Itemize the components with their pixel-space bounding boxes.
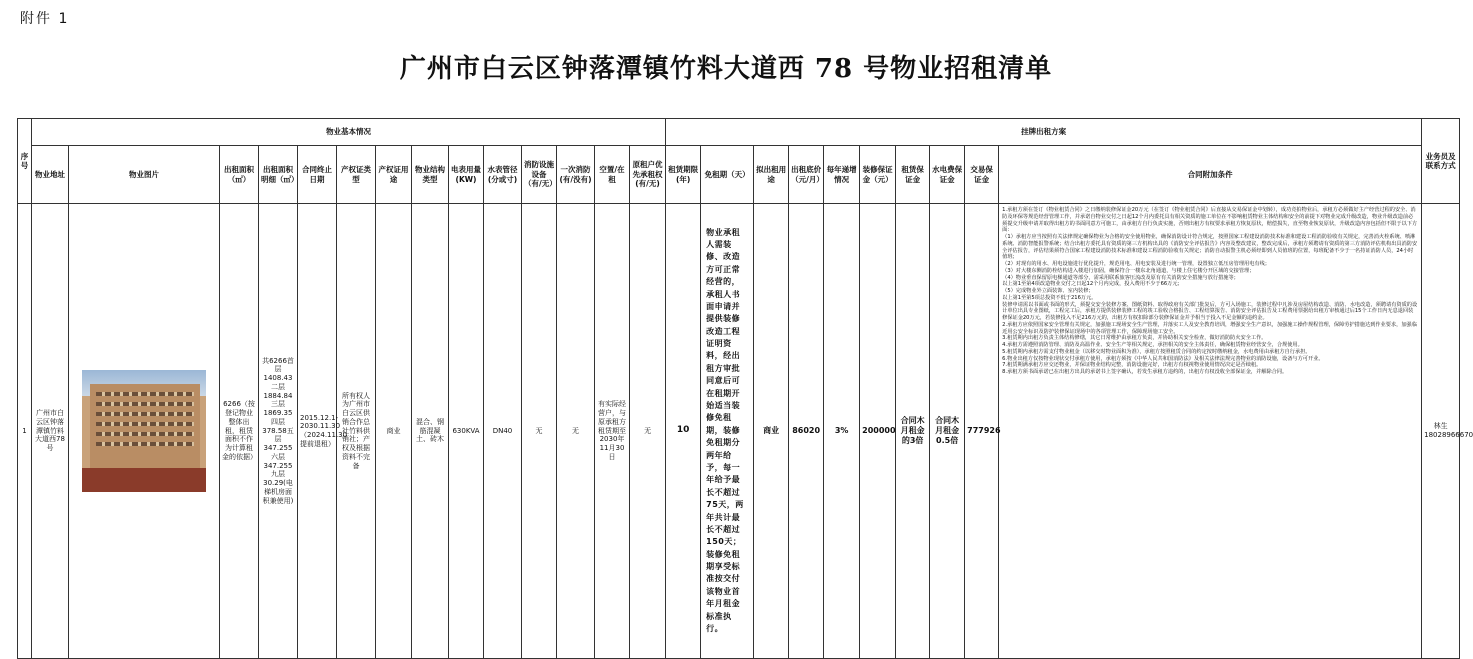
condition-item: 4.承租方需遵照消防管理、消防及高温作业、安全生产等相关规定，承担相关的安全主体责任，确保租赁物业经营安全，合规使用。: [1002, 342, 1303, 348]
cell-contact: 林生18028966670: [1422, 204, 1460, 659]
condition-item: （1）承租方应当按照有关法律规定确保物业为合格的安全使用物业，确保消防设计符合规定，按照国家工程建设消防技术标准和建设工程消防验收有关规定，完善消火栓系统、喷淋系统、消防智能报警系统；结合出租方委托具有资质的第三方机构出具的《消防安全评估报告》内容及整改建议，整改完成后，承租方须聘请有资质的第三方消防评估机构出具消防安全评估报告，评估结果须符合国家工程建设消防技术标准和建设工程消防验收有关规定；消防自动报警主机必须经即到人员值班的位置，每班配备不少于一名持证消防人员，24小时值班；: [1002, 234, 1418, 261]
header-cert-type: 产权证类型: [337, 146, 376, 204]
conditions-list: [1002, 207, 1418, 376]
rental-listing-table: [17, 118, 1473, 659]
condition-item: （5）完成物业外立面装饰、室内装修；: [1002, 288, 1094, 294]
cell-deco-deposit: 200000: [860, 204, 896, 659]
header-area-detail: 出租面积明细（㎡）: [259, 146, 298, 204]
cell-vacant: 有实际经营户，与原承租方租赁期至2030年11月30日: [595, 204, 630, 659]
header-free-period: 免租期（天）: [701, 146, 754, 204]
header-water: 水表管径(分或寸): [484, 146, 522, 204]
cell-utility-deposit: 合同木月租金0.5倍: [930, 204, 965, 659]
header-seq: 序号: [18, 119, 32, 204]
header-conditions: 合同附加条件: [999, 146, 1422, 204]
cell-address: 广州市白云区钟落潭镇竹料大道西78号: [32, 204, 69, 659]
cell-water: DN40: [484, 204, 522, 659]
table-row: [18, 204, 1460, 659]
cell-trade-deposit: 777926: [965, 204, 999, 659]
header-rent-use: 拟出租用途: [754, 146, 789, 204]
page-title: 广州市白云区钟落潭镇竹料大道西 78 号物业招租清单: [399, 54, 1053, 84]
header-trade-deposit: 交易保证金: [965, 146, 999, 204]
cell-priority: 无: [630, 204, 666, 659]
header-photo: 物业图片: [69, 146, 220, 204]
header-power: 电表用量(KW): [449, 146, 484, 204]
header-fire-once: 一次消防(有/没有): [557, 146, 595, 204]
cell-seq: 1: [18, 204, 32, 659]
header-fire: 消防设施设备（有/无）: [522, 146, 557, 204]
condition-item: （2）对现有的用水、用电设施进行优化提升，规范用电、用电安装及进行统一管理，设置独立低压房管理用电有线；: [1002, 261, 1270, 267]
cell-power: 630KVA: [449, 204, 484, 659]
cell-increase: 3%: [824, 204, 860, 659]
header-deco-deposit: 装修保证金（元）: [860, 146, 896, 204]
cell-conditions: [999, 204, 1422, 659]
cell-floor-price: 86020: [789, 204, 824, 659]
condition-item: 8.承租方须书面承诺已在出租方出具的承诺书上签字确认，若发生承租方违约的，出租方有权没收全部保证金，并解除合同。: [1002, 369, 1288, 375]
attachment-label: 附件 1: [20, 11, 70, 27]
header-contact: 业务员及联系方式: [1422, 119, 1460, 204]
header-address: 物业地址: [32, 146, 69, 204]
cell-contract-end: 2015.12.1-2030.11.30（2024.11.30提前退租）: [298, 204, 337, 659]
building-photo: [82, 370, 206, 492]
cell-fire: 无: [522, 204, 557, 659]
cell-free-period: 物业承租人需装修、改造方可正常经营的，承租人书面申请并提供装修改造工程证明资料，经出租方审批同意后可在租期开始适当装修免租期，装修免租期分两年给予，每一年给予最长不超过75天，两年共计最长不超过150天；装修免租期享受标准按交付该物业首年月租金标准执行。: [701, 204, 754, 659]
header-vacant: 空置/在租: [595, 146, 630, 204]
cell-lease-deposit: 合同木月租金的3倍: [896, 204, 930, 659]
header-lease-deposit: 租赁保证金: [896, 146, 930, 204]
header-priority: 原租户优先承租权(有/无): [630, 146, 666, 204]
cell-fire-once: 无: [557, 204, 595, 659]
header-floor-price: 出租底价（元/月）: [789, 146, 824, 204]
cell-photo: [69, 204, 220, 659]
condition-item: 5.租赁期内承租方需支付物业租金（以移交时物业面积为准），承租方按照租赁合同的约定按时缴纳租金，水电费用由承租方自行承担。: [1002, 348, 1311, 355]
group-basic-info: 物业基本情况: [32, 119, 666, 146]
cell-area: 6266（按登记物业整体出租，租赁面积不作为计算租金的依据）: [220, 204, 259, 659]
header-cert-use: 产权证用途: [376, 146, 412, 204]
condition-item: 以上第1至第4项改造物业交付之日起12个月内完成，投入费用不少于66万元；: [1002, 281, 1183, 288]
header-area: 出租面积（㎡）: [220, 146, 259, 204]
cell-cert-type: 所有权人为广州市白云区供销合作总社竹料供销社；产权及根据资料不完备: [337, 204, 376, 659]
condition-item: 2.承租方应依照国家安全管理有关规定，加强施工现场安全生产管理，并落实工人及安全教育培训，增强安全生产意识，加强施工操作规程管理，保障劳护措施达到作业要求，加强临近用公安全标识及防护装修保证现场中的各项管理工作，保障现场施工安全。: [1002, 321, 1417, 335]
cell-area-detail: 共6266首层1408.43二层1884.84三层1869.35四层378.58五层347.255六层347.255九层30.29(电梯机房面积兼使用): [259, 204, 298, 659]
header-contract-end: 合同终止日期: [298, 146, 337, 204]
cell-term: 10: [666, 204, 701, 659]
condition-item: 7.租赁期满承租方应交还物业，并保证物业结构完整，消防设施完好，出租方有权视物业使用情况决定是否续租。: [1002, 362, 1262, 369]
condition-item: （3）对大楼东侧消防栓结构进入楼进行加固，确保符合一楼东北角通道，与楼上住宅楼分开区域的交接管理；: [1002, 267, 1255, 274]
header-structure: 物业结构类型: [412, 146, 449, 204]
cell-structure: 混合、钢筋混凝土、砖木: [412, 204, 449, 659]
group-rental-plan: 挂牌出租方案: [666, 119, 1422, 146]
condition-item: 1.承租方须在签订《物业租赁合同》之日缴纳装修保证金20万元（在签订《物业租赁合同》后直接从交易保证金中划转），成功竞拍物业后，承租方必须做好主产经营过程的安全、消防及环保等规范经营管理工作，并承诺自物业交付之日起12个月内委托具有相关资质的施工单位在不影响租赁物业主体结构和安全的前提下对物业完成升级改造，物业升级改造前必须提交升级申请并取得出租方的书面同意方可施工，由承租方自行负责实施，否则出租方有权要求承租方恢复原状，赔偿损失，直至物业恢复原状，升级改造内容包括但不限于以下方面：: [1002, 207, 1418, 234]
header-increase: 每年递增情况: [824, 146, 860, 204]
condition-item: （4）物业垂直保留原电梯通道等部分，需采用联系旅客压流改及原有有关消防安全措施与放行措施等；: [1002, 274, 1239, 281]
condition-item: 以上第1至第5项总投资不低于216万元。: [1002, 294, 1097, 301]
cell-cert-use: 商业: [376, 204, 412, 659]
header-utility-deposit: 水电费保证金: [930, 146, 965, 204]
condition-item: 3.租赁期内出租方负责主体结构修缮，其它日常维护由承租方负责，并协助相关安全检查，做好消防防火安全工作。: [1002, 335, 1267, 342]
header-term: 租赁期限(年): [666, 146, 701, 204]
condition-item: 装修申请需以书面或书面的形式，须提交安全装修方案、图纸资料、取得政府有关部门批复后，方可入场施工，装修过程中凡涉及房屋结构改造、消防、水电改造，须聘请有资质的设计单位出具专业图纸，工程完工后，承租方提供装修装修工程的竣工验收合格报告、工程结算报告、消防安全评估报告及工程费用票据给出租方审核通过后15个工作日内无息退回装修保证金20万元，若装修投入不足216万元的，出租方有权扣除部分装修保证金并予相当于投入不足金额的违约金。: [1002, 301, 1418, 321]
condition-item: 6.物业出租方仅按物业现状交付承租方使用，承租方须按《中华人民共和国消防法》及相关法律法规完善物业的消防设施，设备与方可开业。: [1002, 355, 1324, 362]
cell-rent-use: 商业: [754, 204, 789, 659]
